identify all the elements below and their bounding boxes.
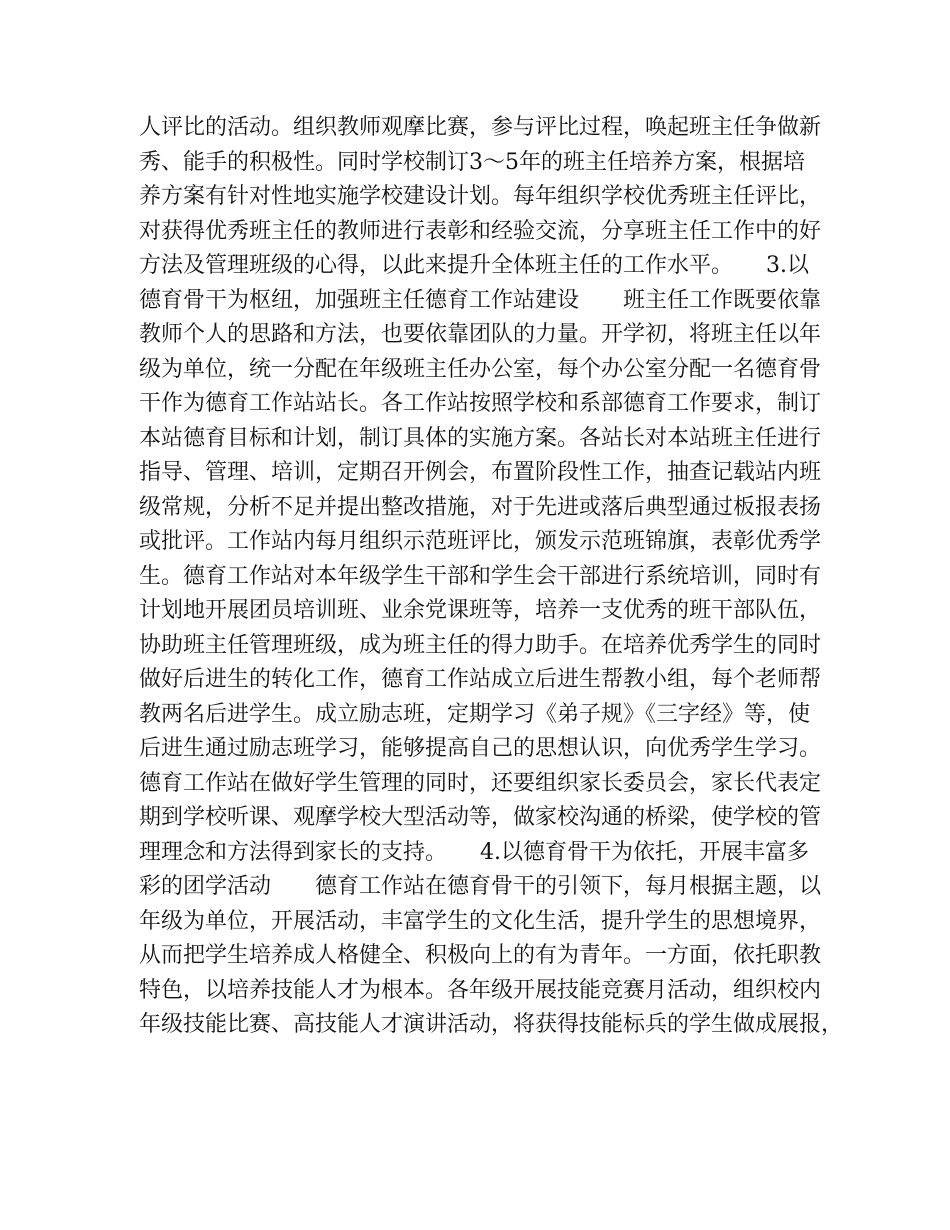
text-line: 干作为德育工作站站长。各工作站按照学校和系部德育工作要求，制订: [139, 391, 822, 416]
document-page: [139, 111, 844, 1043]
text-line: 年级技能比赛、高技能人才演讲活动，将获得技能标兵的学生做成展报，: [139, 1012, 844, 1037]
text-line: 彩的团学活动 德育工作站在德育骨干的引领下，每月根据主题，以: [139, 874, 822, 899]
text-line: 人评比的活动。组织教师观摩比赛，参与评比过程，唤起班主任争做新: [139, 115, 822, 140]
text-line: 级常规，分析不足并提出整改措施，对于先进或落后典型通过板报表扬: [139, 494, 822, 520]
text-line: 特色，以培养技能人才为根本。各年级开展技能竞赛月活动，组织校内: [139, 977, 822, 1003]
text-line: 生。德育工作站对本年级学生干部和学生会干部进行系统培训，同时有: [139, 563, 822, 589]
text-line: 后进生通过励志班学习，能够提高自己的思想认识，向优秀学生学习。: [139, 736, 822, 761]
text-line: 养方案有针对性地实施学校建设计划。每年组织学校优秀班主任评比，: [139, 184, 822, 209]
text-line: 做好后进生的转化工作，德育工作站成立后进生帮教小组，每个老师帮: [139, 667, 822, 692]
text-line: 协助班主任管理班级，成为班主任的得力助手。在培养优秀学生的同时: [139, 632, 822, 658]
text-line: 德育工作站在做好学生管理的同时，还要组织家长委员会，家长代表定: [139, 770, 822, 796]
text-line: 计划地开展团员培训班、业余党课班等，培养一支优秀的班干部队伍，: [139, 598, 822, 623]
text-line: 或批评。工作站内每月组织示范班评比，颁发示范班锦旗，表彰优秀学: [139, 529, 822, 554]
text-line: 秀、能手的积极性。同时学校制订3～5年的班主任培养方案，根据培: [139, 149, 805, 175]
text-line: 期到学校听课、观摩学校大型活动等，做家校沟通的桥梁，使学校的管: [139, 805, 822, 830]
text-line: 对获得优秀班主任的教师进行表彰和经验交流，分享班主任工作中的好: [139, 218, 822, 244]
text-line: 指导、管理、培训，定期召开例会，布置阶段性工作，抽查记载站内班: [139, 460, 822, 485]
text-line: 理理念和方法得到家长的支持。 4.以德育骨干为依托，开展丰富多: [139, 839, 809, 865]
text-line: 本站德育目标和计划，制订具体的实施方案。各站长对本站班主任进行: [139, 425, 822, 451]
text-line: 方法及管理班级的心得，以此来提升全体班主任的工作水平。 3.以: [139, 253, 809, 278]
text-line: 从而把学生培养成人格健全、积极向上的有为青年。一方面，依托职教: [139, 943, 822, 968]
text-line: 教两名后进学生。成立励志班，定期学习《弟子规》《三字经》等，使: [139, 701, 811, 727]
text-line: 德育骨干为枢纽，加强班主任德育工作站建设 班主任工作既要依靠: [139, 287, 822, 313]
text-line: 年级为单位，开展活动，丰富学生的文化生活，提升学生的思想境界，: [139, 908, 822, 934]
text-line: 级为单位，统一分配在年级班主任办公室，每个办公室分配一名德育骨: [139, 356, 822, 382]
text-line: 教师个人的思路和方法，也要依靠团队的力量。开学初，将班主任以年: [139, 322, 822, 347]
